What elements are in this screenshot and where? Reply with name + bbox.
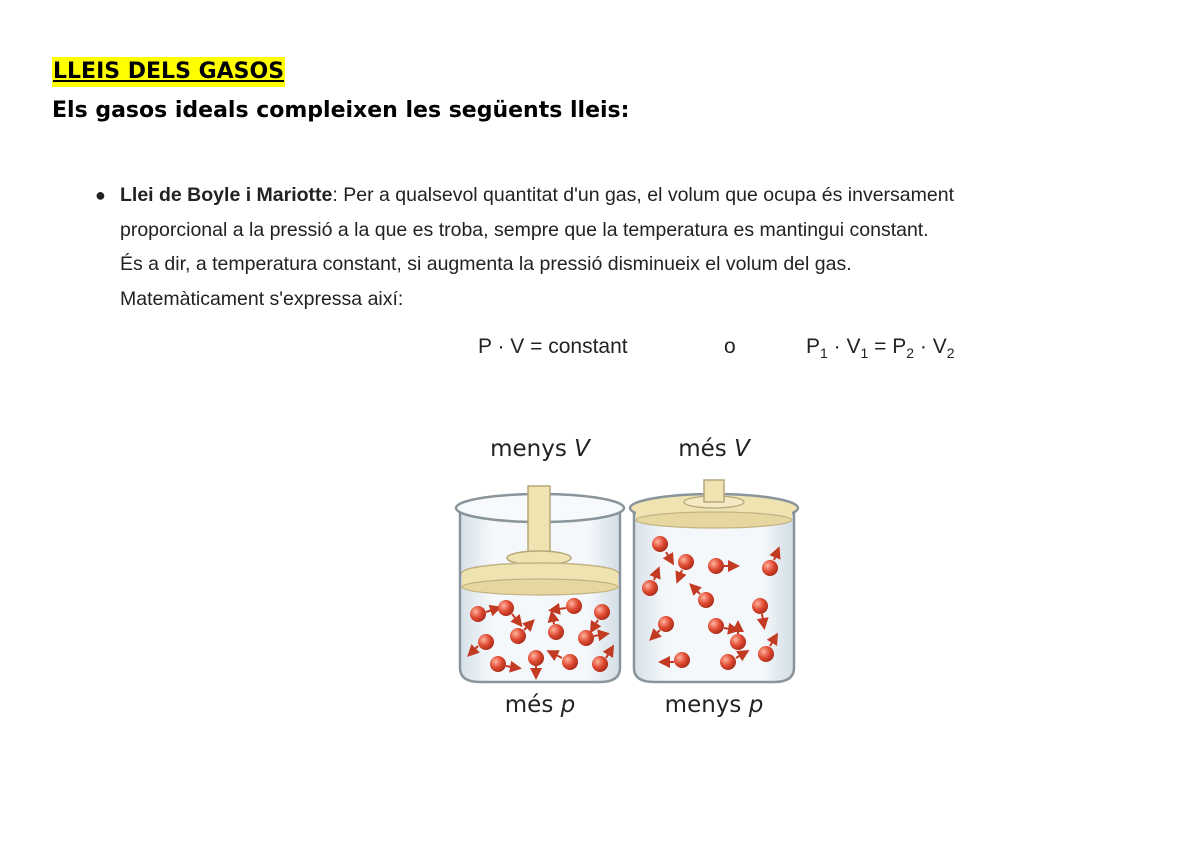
law-line-2: proporcional a la pressió a la que es troba, sempre que la temperatura es mantingui constant. <box>120 218 929 241</box>
boyle-illustration <box>420 430 806 730</box>
formula-left: P · V = constant <box>478 335 628 358</box>
boyle-mariotte-law <box>95 178 1145 316</box>
label-more-volume: més V <box>678 436 750 462</box>
label-more-pressure: més p <box>504 692 576 718</box>
bullet-icon: ● <box>95 185 106 205</box>
section-heading: LLEIS DELS GASOS <box>52 57 285 87</box>
label-less-volume: menys V <box>490 436 590 462</box>
label-less-pressure: menys p <box>664 692 764 718</box>
formula-right: $P_1 \cdot V_1 = P_2 \cdot V_2$ <box>806 335 955 362</box>
section-subheading: Els gasos ideals compleixen les següents lleis: <box>52 98 630 123</box>
law-line-4: Matemàticament s'expressa així: <box>120 287 404 310</box>
left-cylinder <box>456 486 624 682</box>
right-cylinder <box>630 480 798 682</box>
formula-or: o <box>724 335 736 358</box>
law-name: Llei de Boyle i Mariotte <box>120 184 333 206</box>
law-line-1 <box>120 178 1170 213</box>
law-description-start: : Per a qualsevol quantitat d'un gas, el volum que ocupa és inversament <box>332 184 954 206</box>
piston-cylinders-drawing <box>420 430 806 730</box>
law-line-3: És a dir, a temperatura constant, si augmenta la pressió disminueix el volum del gas. <box>120 253 852 275</box>
